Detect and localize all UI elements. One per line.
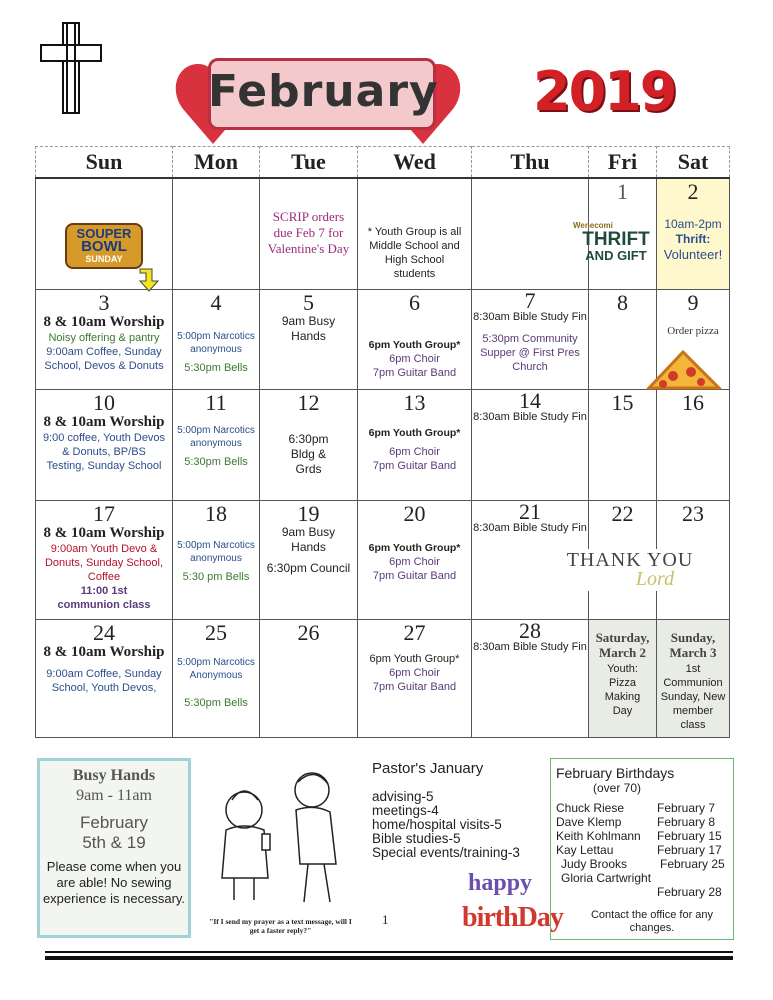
- thrift-gift-logo: Wenecomi THRIFT AND GIFT: [573, 221, 650, 263]
- day-number: 20: [403, 500, 426, 526]
- cartoon-caption: "If I send my prayer as a text message, will I get a faster reply?": [209, 917, 352, 935]
- birthday-date: February 8: [657, 815, 716, 829]
- birthdays-subtitle: (over 70): [593, 781, 642, 795]
- event-line: 5:30pm Community Supper @ First Pres Church: [480, 332, 580, 373]
- day-number: 9: [687, 289, 699, 315]
- day-cell: [657, 178, 730, 289]
- day-cell: [657, 389, 730, 500]
- event-line: 6:30pm Council: [266, 560, 351, 575]
- day-cell: [260, 289, 358, 389]
- event-line: 8:30am Bible Study Fin: [473, 640, 587, 653]
- calendar-grid: [35, 146, 730, 738]
- day-number: 14: [519, 387, 541, 413]
- event-line: 7pm Guitar Band: [372, 680, 457, 693]
- event-line: 5:00pm Narcotics anonymous: [177, 539, 255, 564]
- event-line: Thrift:: [675, 232, 711, 246]
- year-title: 2019: [533, 60, 676, 123]
- event-line: Volunteer!: [663, 247, 723, 262]
- event-line: 7pm Guitar Band: [372, 366, 457, 379]
- day-number: 16: [682, 389, 704, 415]
- arrow-down-icon: [136, 263, 166, 293]
- event-line: 5:00pm Narcotics anonymous: [177, 330, 255, 355]
- event-line: 6pm Choir: [389, 555, 440, 568]
- pastor-item: home/hospital visits-5: [372, 817, 502, 832]
- day-number: 6: [409, 289, 420, 315]
- day-number: 4: [210, 289, 222, 315]
- day-cell: [260, 389, 358, 500]
- pastor-item: Bible studies-5: [372, 831, 461, 846]
- event-line: 6:30pm Bldg & Grds: [288, 431, 329, 476]
- day-number: 28: [519, 617, 541, 643]
- day-cell: [472, 619, 589, 737]
- day-number: 11: [205, 389, 227, 415]
- day-cell: [589, 619, 657, 737]
- youth-group-note: * Youth Group is all Middle School and High School students: [367, 226, 462, 280]
- day-cell: [358, 289, 472, 389]
- busy-hands-title: Busy Hands: [72, 767, 156, 784]
- event-line: 5:30pm Bells: [184, 361, 248, 374]
- event-line: 6pm Choir: [389, 445, 440, 458]
- footer-rule: [45, 956, 733, 960]
- busy-hands-date: February 5th & 19: [79, 813, 149, 852]
- day-cell: [173, 389, 260, 500]
- day-number: 17: [93, 500, 115, 526]
- day-number: 25: [205, 619, 227, 645]
- day-cell: [36, 500, 173, 619]
- birthday-date: February 7: [657, 801, 716, 815]
- event-line: 9am Busy Hands: [281, 313, 336, 343]
- scrip-note: SCRIP orders due Feb 7 for Valentine's Day: [267, 209, 350, 256]
- day-cell: [472, 289, 589, 389]
- worship-line: 8 & 10am Worship: [43, 413, 165, 430]
- event-date: Saturday, March 2: [595, 629, 650, 660]
- day-cell: [358, 178, 472, 289]
- event-line: Noisy offering & pantry: [48, 331, 160, 344]
- day-number: 15: [611, 389, 634, 415]
- day-cell: [260, 500, 358, 619]
- page-number: 1: [382, 912, 389, 927]
- day-number: 3: [98, 289, 110, 315]
- pastor-report: [372, 762, 520, 860]
- event-line: 1st Communion Sunday, New member class: [660, 662, 726, 731]
- day-cell: [573, 178, 657, 289]
- day-number: 27: [403, 619, 426, 645]
- event-line: Youth: Pizza Making Day: [604, 662, 641, 717]
- busy-hands-note: Please come when you are able! No sewing experience is necessary.: [42, 859, 186, 906]
- busy-hands-time: 9am - 11am: [76, 787, 152, 804]
- birthdays-contact: Contact the office for any changes.: [590, 909, 714, 934]
- day-number: 2: [687, 179, 699, 204]
- day-number: 12: [297, 389, 320, 415]
- day-number: 26: [297, 619, 320, 645]
- footer-rule: [45, 951, 733, 953]
- event-line: Order pizza: [667, 324, 719, 337]
- event-line: 6pm Youth Group*: [369, 652, 460, 665]
- day-cell: [657, 619, 730, 737]
- event-line: 5:30 pm Bells: [182, 570, 250, 583]
- month-title: February: [208, 66, 439, 117]
- day-cell: [36, 389, 173, 500]
- day-number: 23: [682, 500, 704, 526]
- day-cell: [260, 619, 358, 737]
- event-line: 11:00 1st communion class: [57, 584, 151, 611]
- day-cell: [358, 619, 472, 737]
- day-number: 13: [403, 389, 426, 415]
- birthday-date: February 25: [660, 857, 725, 871]
- pizza-icon: [643, 348, 723, 390]
- weekday-mon: Mon: [173, 147, 260, 179]
- worship-line: 8 & 10am Worship: [43, 524, 165, 541]
- birthday-date: February 28: [657, 885, 722, 899]
- day-cell: [173, 289, 260, 389]
- souper-bowl-logo: SOUPER BOWL SUNDAY: [65, 223, 143, 269]
- event-line: 9:00 coffee, Youth Devos & Donuts, BP/BS Testing, Sunday School: [42, 431, 166, 472]
- worship-line: 8 & 10am Worship: [43, 313, 165, 330]
- day-cell: [358, 389, 472, 500]
- event-date: Sunday, March 3: [669, 629, 717, 660]
- day-cell: [260, 178, 358, 289]
- day-cell: [173, 178, 260, 289]
- event-line: 6pm Youth Group*: [368, 541, 461, 554]
- day-cell: [173, 619, 260, 737]
- event-line: 9:00am Coffee, Sunday School, Devos & Donuts: [44, 345, 164, 372]
- weekday-wed: Wed: [358, 147, 472, 179]
- event-line: 6pm Choir: [389, 666, 440, 679]
- event-line: 9am Busy Hands: [281, 524, 336, 554]
- birthday-name: Dave Klemp: [556, 815, 622, 829]
- event-line: 5:30pm Bells: [184, 455, 248, 468]
- day-number: 19: [297, 500, 320, 526]
- event-line: 9:00am Youth Devo & Donuts, Sunday School, Coffee: [44, 542, 164, 583]
- busy-hands-box: [37, 758, 191, 938]
- birthday-name: Judy Brooks: [561, 857, 628, 871]
- event-line: 6pm Youth Group*: [368, 426, 461, 439]
- day-number: 18: [205, 500, 227, 526]
- birthday-name: Gloria Cartwright: [561, 871, 652, 885]
- event-line: 6pm Youth Group*: [368, 338, 461, 351]
- event-line: 10am-2pm: [664, 217, 722, 231]
- prayer-cartoon: [204, 760, 357, 935]
- day-cell: [173, 500, 260, 619]
- birthday-name: Keith Kohlmann: [556, 829, 641, 843]
- event-line: 7pm Guitar Band: [372, 569, 457, 582]
- day-cell: [657, 289, 730, 389]
- day-number: 10: [93, 389, 115, 415]
- event-line: 7pm Guitar Band: [372, 459, 457, 472]
- event-line: 6pm Choir: [389, 352, 440, 365]
- event-line: 8:30am Bible Study Fin: [473, 521, 587, 534]
- day-number: 21: [519, 498, 541, 524]
- day-cell: [589, 389, 657, 500]
- day-cell: [358, 500, 472, 619]
- day-cell: [36, 289, 173, 389]
- day-number: 24: [93, 619, 115, 645]
- event-line: 5:00pm Narcotics Anonymous: [177, 656, 255, 681]
- day-number: 1: [617, 179, 628, 204]
- day-number: 7: [524, 287, 536, 313]
- day-cell: [36, 619, 173, 737]
- pastor-item: meetings-4: [372, 803, 439, 818]
- birthday-date: February 15: [657, 829, 722, 843]
- pastor-item: advising-5: [372, 789, 434, 804]
- day-cell: [36, 178, 173, 289]
- day-cell: [472, 178, 589, 289]
- day-number: 8: [617, 289, 628, 315]
- worship-line: 8 & 10am Worship: [43, 643, 165, 660]
- pastor-item: Special events/training-3: [372, 845, 520, 860]
- happy-birthday-graphic: happy birthDay: [462, 870, 563, 933]
- cartoon-figures-icon: [204, 760, 357, 910]
- birthday-name: Kay Lettau: [556, 843, 614, 857]
- weekday-fri: Fri: [589, 147, 657, 179]
- weekday-thu: Thu: [472, 147, 589, 179]
- event-line: 8:30am Bible Study Fin: [473, 310, 587, 323]
- thank-you-graphic: THANK YOU Lord: [545, 549, 715, 591]
- birthdays-title: February Birthdays: [556, 765, 675, 781]
- birthday-date: February 17: [657, 843, 722, 857]
- event-line: 5:30pm Bells: [184, 696, 248, 709]
- day-cell: [472, 389, 589, 500]
- birthday-name: Chuck Riese: [556, 801, 625, 815]
- event-line: 5:00pm Narcotics anonymous: [177, 424, 255, 449]
- birthdays-box: [550, 758, 734, 940]
- weekday-sat: Sat: [657, 147, 730, 179]
- event-line: 8:30am Bible Study Fin: [473, 410, 587, 423]
- pastor-title: Pastor's January: [372, 760, 484, 777]
- day-number: 22: [611, 500, 634, 526]
- event-line: 9:00am Coffee, Sunday School, Youth Devos,: [46, 667, 162, 694]
- day-number: 5: [303, 289, 314, 315]
- weekday-tue: Tue: [260, 147, 358, 179]
- weekday-sun: Sun: [36, 147, 173, 179]
